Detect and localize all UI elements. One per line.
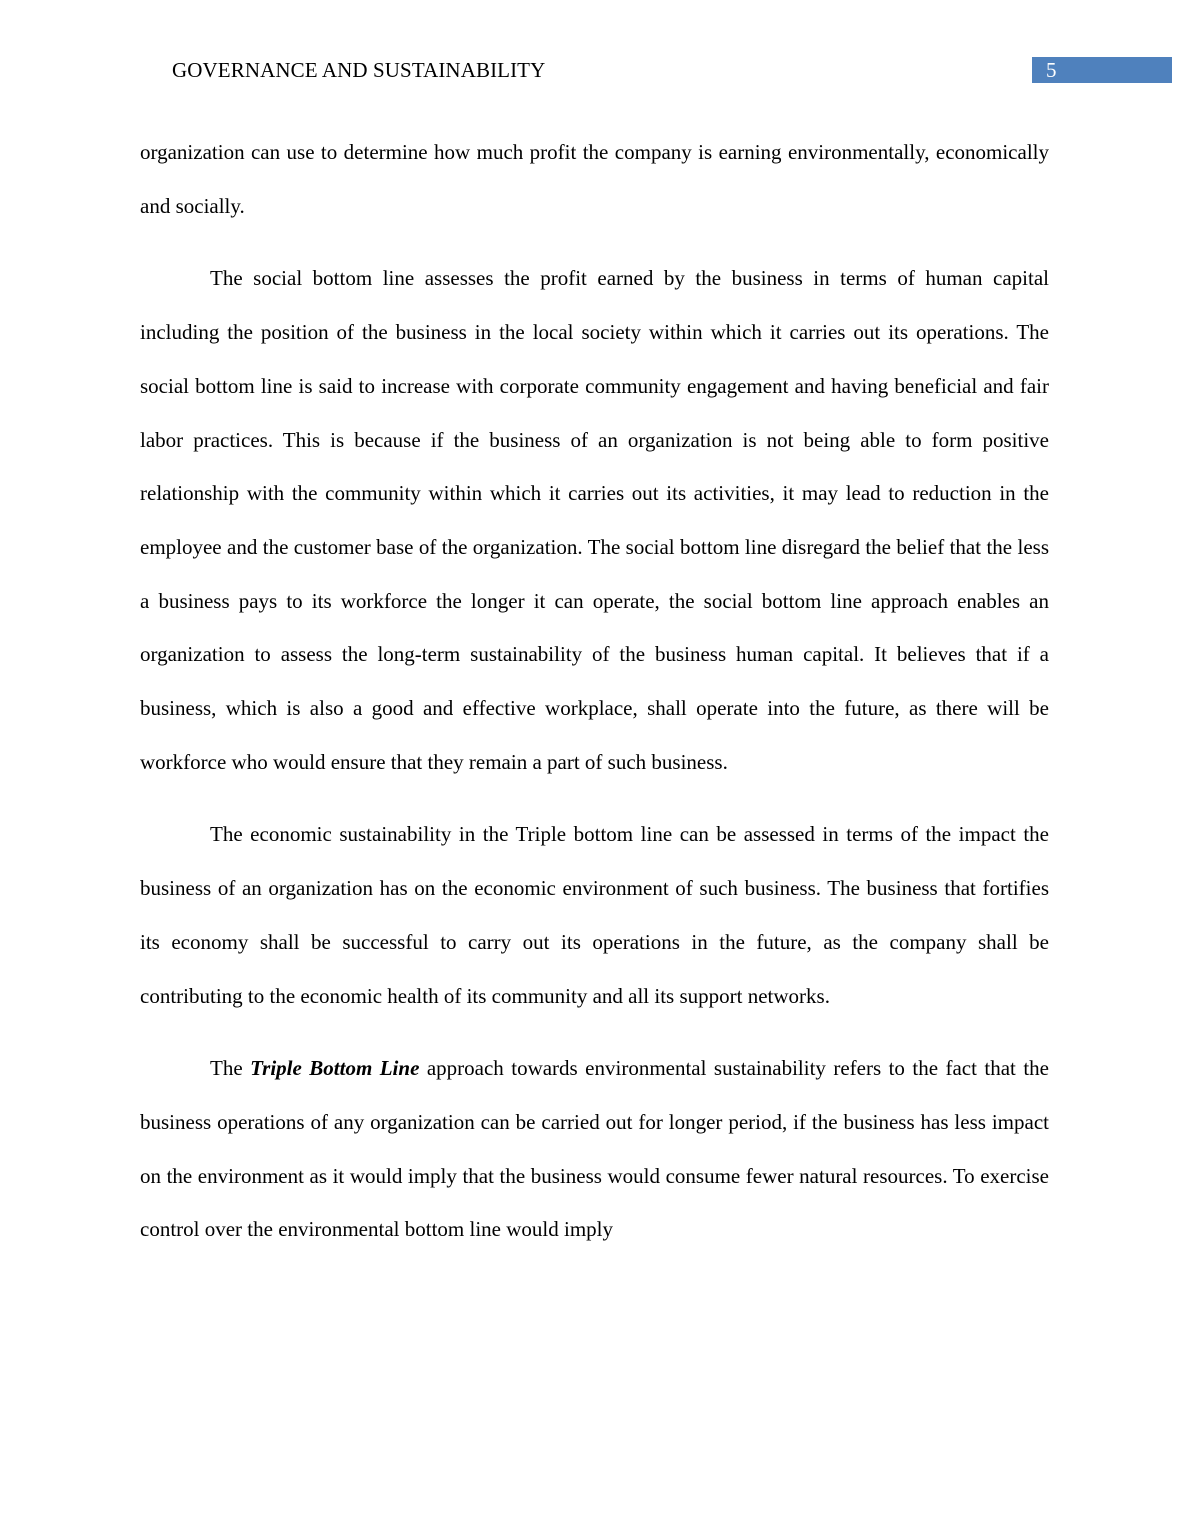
page-number: 5 [1046,58,1057,82]
document-body [140,126,1049,1276]
paragraph-continuation: organization can use to determine how much profit the company is earning environmentally, economically and socially. [140,140,1049,218]
paragraph-body-text: approach towards environmental sustainability refers to the fact that the business operations of any organization can be carried out for longer period, if the business has less impact on the environment as it would imply that the business would consume fewer natural resources. To exercise control over the environmental bottom line would imply [140,1056,1049,1242]
page-number-box [1032,57,1172,83]
paragraph-economic-sustainability: The economic sustainability in the Triple bottom line can be assessed in terms of the impact the business of an organization has on the economic environment of such business. The business that fortifies its economy shall be successful to carry out its operations in the future, as the company shall be contributing to the economic health of its community and all its support networks. [140,822,1049,1008]
paragraph-environmental-sustainability [140,1042,1049,1257]
paragraph-lead-text: The [210,1056,251,1081]
triple-bottom-line-emphasis: Triple Bottom Line [250,1056,420,1081]
paragraph-social-bottom-line: The social bottom line assesses the profit earned by the business in terms of human capital including the position of the business in the local society within which it carries out its operations. The social bottom line is said to increase with corporate community engagement and having beneficial and fair labor practices. This is because if the business of an organization is not being able to form positive relationship with the community within which it carries out its activities, it may lead to reduction in the employee and the customer base of the organization. The social bottom line disregard the belief that the less a business pays to its workforce the longer it can operate, the social bottom line approach enables an organization to assess the long-term sustainability of the business human capital. It believes that if a business, which is also a good and effective workplace, shall operate into the future, as there will be workforce who would ensure that they remain a part of such business. [140,266,1049,774]
running-header-title: GOVERNANCE AND SUSTAINABILITY [172,58,546,82]
